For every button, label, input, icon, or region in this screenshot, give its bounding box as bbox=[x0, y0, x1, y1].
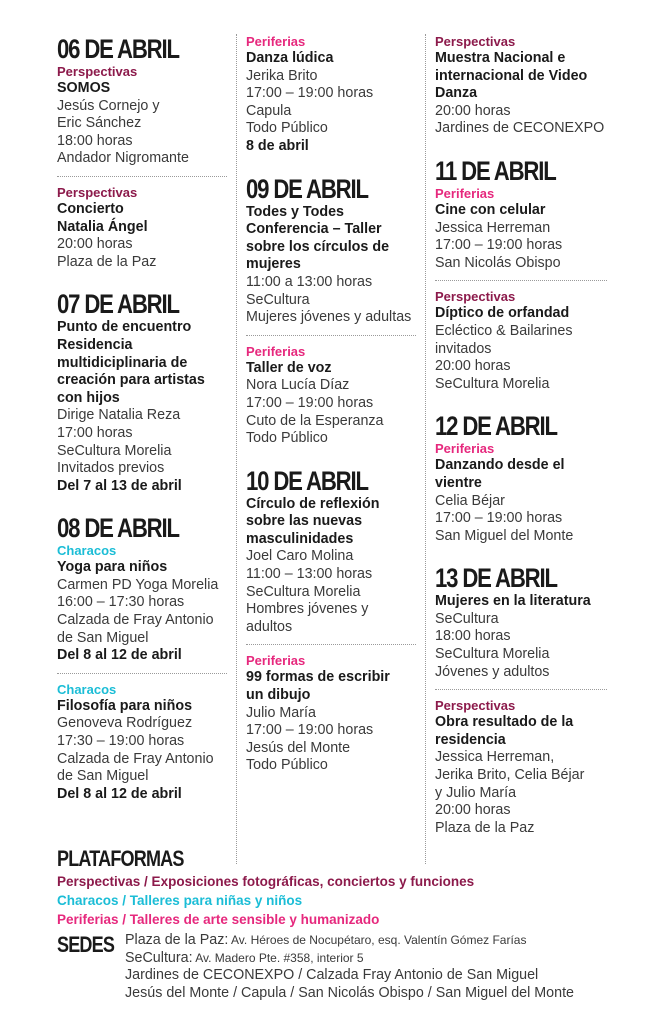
event-detail: San Miguel del Monte bbox=[435, 527, 574, 544]
category-label: Perspectivas bbox=[57, 64, 138, 79]
sede-name: SeCultura: bbox=[125, 949, 193, 966]
event-detail: 11:00 a 13:00 horas bbox=[246, 273, 373, 290]
event-detail: Mujeres jóvenes y adultas bbox=[246, 309, 412, 326]
event-detail: Julio María bbox=[246, 704, 316, 721]
event-detail: 17:00 horas bbox=[57, 424, 133, 441]
event-detail: Carmen PD Yoga Morelia bbox=[57, 576, 219, 593]
event-title: Taller de voz bbox=[246, 359, 332, 376]
event-detail: Jóvenes y adultos bbox=[435, 663, 550, 680]
dotted-separator bbox=[57, 176, 227, 177]
event-detail: 17:00 – 19:00 horas bbox=[246, 394, 374, 411]
event-title: Punto de encuentro bbox=[57, 319, 192, 336]
event-date-range: 8 de abril bbox=[246, 137, 309, 154]
event-detail: Plaza de la Paz bbox=[435, 819, 535, 836]
event-title: Obra resultado de la bbox=[435, 714, 574, 731]
event-title: Concierto bbox=[57, 200, 124, 217]
event-title: sobre los círculos de bbox=[246, 238, 390, 255]
event-mujeres-literatura bbox=[435, 593, 607, 681]
event-detail: 20:00 horas bbox=[435, 102, 511, 119]
event-detail: Jessica Herreman, bbox=[435, 749, 555, 766]
event-detail: 17:30 – 19:00 horas bbox=[57, 733, 185, 750]
event-danza-ludica bbox=[246, 34, 416, 156]
event-detail: Genoveva Rodríguez bbox=[57, 715, 193, 732]
event-detail: Invitados previos bbox=[57, 460, 165, 477]
event-detail: Cuto de la Esperanza bbox=[246, 412, 384, 429]
category-label: Perspectivas bbox=[57, 184, 138, 200]
event-detail: Jessica Herreman bbox=[435, 219, 551, 236]
event-circulo-reflexion bbox=[246, 496, 416, 637]
event-title: Yoga para niños bbox=[57, 559, 168, 576]
event-title: Todes y Todes bbox=[246, 203, 344, 220]
event-detail: Jerika Brito, Celia Béjar bbox=[435, 767, 585, 784]
column-divider bbox=[236, 34, 237, 864]
event-detail: y Julio María bbox=[435, 784, 517, 801]
dotted-separator bbox=[435, 280, 607, 281]
category-label: Periferias bbox=[246, 343, 306, 359]
plataforma-perspectivas: Perspectivas / Exposiciones fotográficas, conciertos y funciones bbox=[57, 874, 475, 889]
event-concierto bbox=[57, 185, 227, 271]
sede-address: Av. Héroes de Nocupétaro, esq. Valentín Gómez Farías bbox=[228, 933, 527, 947]
event-detail: 17:00 – 19:00 horas bbox=[435, 510, 563, 527]
date-heading: 06 DE ABRIL bbox=[57, 34, 179, 64]
event-title: con hijos bbox=[57, 389, 120, 406]
date-heading: 10 DE ABRIL bbox=[246, 465, 368, 496]
event-detail: SeCultura bbox=[435, 610, 499, 627]
plataforma-characos: Characos / Talleres para niñas y niños bbox=[57, 893, 303, 908]
event-detail: San Nicolás Obispo bbox=[435, 254, 561, 271]
event-muestra-video bbox=[435, 34, 607, 138]
event-somos bbox=[57, 64, 227, 168]
sede-address: Av. Madero Pte. #358, interior 5 bbox=[192, 950, 364, 965]
event-title: multidiciplinaria de bbox=[57, 354, 188, 371]
event-detail: Plaza de la Paz bbox=[57, 253, 157, 270]
event-detail: Calzada de Fray Antonio bbox=[57, 612, 214, 629]
event-title: Danza lúdica bbox=[246, 50, 334, 66]
dotted-separator bbox=[57, 673, 227, 674]
event-danzando-vientre bbox=[435, 441, 607, 545]
date-heading: 08 DE ABRIL bbox=[57, 513, 179, 544]
event-detail: Joel Caro Molina bbox=[246, 548, 354, 565]
sede-ceconexpo: Jardines de CECONEXPO / Calzada Fray Antonio de San Miguel bbox=[125, 967, 539, 984]
event-taller-voz bbox=[246, 344, 416, 448]
event-title: Natalia Ángel bbox=[57, 218, 148, 235]
event-detail: 20:00 horas bbox=[435, 802, 511, 819]
event-detail: SeCultura Morelia bbox=[435, 375, 550, 392]
event-detail: SeCultura Morelia bbox=[57, 442, 172, 459]
event-residencia bbox=[57, 319, 227, 495]
event-obra-residencia bbox=[435, 698, 607, 837]
event-detail: Calzada de Fray Antonio bbox=[57, 750, 214, 767]
category-label: Periferias bbox=[435, 185, 495, 201]
event-cine-celular bbox=[435, 186, 607, 272]
event-title: creación para artistas bbox=[57, 372, 205, 389]
program-column-1 bbox=[57, 34, 227, 803]
event-detail: SeCultura bbox=[246, 291, 310, 308]
category-label: Periferias bbox=[246, 653, 306, 669]
event-detail: Ecléctico & Bailarines bbox=[435, 322, 573, 339]
event-title: Danza bbox=[435, 85, 478, 102]
event-filosofia bbox=[57, 682, 227, 804]
date-heading: 13 DE ABRIL bbox=[435, 563, 557, 594]
event-title: residencia bbox=[435, 731, 506, 748]
event-diptico bbox=[435, 289, 607, 393]
event-title: Filosofía para niños bbox=[57, 697, 193, 714]
event-todes bbox=[246, 204, 416, 327]
event-detail: 16:00 – 17:30 horas bbox=[57, 594, 185, 611]
event-detail: Dirige Natalia Reza bbox=[57, 407, 181, 424]
plataformas-heading: PLATAFORMAS bbox=[57, 846, 184, 871]
event-title: internacional de Video bbox=[435, 67, 588, 84]
event-detail: Celia Béjar bbox=[435, 492, 505, 509]
date-heading: 11 DE ABRIL bbox=[435, 155, 556, 186]
event-yoga bbox=[57, 543, 227, 665]
event-detail: 18:00 horas bbox=[435, 628, 511, 645]
event-detail: 11:00 – 13:00 horas bbox=[246, 566, 373, 583]
event-detail: SeCultura Morelia bbox=[435, 646, 550, 663]
event-99-formas bbox=[246, 653, 416, 775]
event-title: Conferencia – Taller bbox=[246, 221, 382, 238]
sede-plaza-de-la-paz bbox=[125, 932, 662, 950]
plataforma-periferias: Periferias / Talleres de arte sensible y humanizado bbox=[57, 912, 380, 927]
event-detail: Todo Público bbox=[246, 120, 328, 137]
event-detail: Eric Sánchez bbox=[57, 115, 142, 132]
event-detail: adultos bbox=[246, 618, 293, 635]
dotted-separator bbox=[246, 335, 416, 336]
event-detail: 20:00 horas bbox=[435, 358, 511, 375]
event-detail: 17:00 – 19:00 horas bbox=[435, 237, 563, 254]
date-heading: 12 DE ABRIL bbox=[435, 411, 557, 442]
event-title: mujeres bbox=[246, 256, 301, 273]
sede-name: Plaza de la Paz: bbox=[125, 932, 229, 948]
category-label: Characos bbox=[57, 681, 117, 697]
event-title: Mujeres en la literatura bbox=[435, 593, 591, 610]
event-title: un dibujo bbox=[246, 687, 311, 704]
category-label: Perspectivas bbox=[435, 289, 516, 305]
event-detail: de San Miguel bbox=[57, 768, 149, 785]
event-detail: Jesús Cornejo y bbox=[57, 97, 160, 114]
category-label: Periferias bbox=[246, 34, 306, 49]
category-label: Characos bbox=[57, 543, 117, 559]
event-title: Muestra Nacional e bbox=[435, 50, 566, 66]
event-title: 99 formas de escribir bbox=[246, 669, 390, 686]
event-detail: Jardines de CECONEXPO bbox=[435, 120, 605, 137]
event-title: sobre las nuevas bbox=[246, 513, 363, 530]
event-detail: 20:00 horas bbox=[57, 236, 133, 253]
sedes-list bbox=[125, 932, 662, 1002]
event-title: Danzando desde el bbox=[435, 457, 565, 474]
sede-secultura bbox=[125, 950, 662, 968]
event-detail: de San Miguel bbox=[57, 629, 149, 646]
program-column-3 bbox=[435, 34, 607, 837]
date-heading: 09 DE ABRIL bbox=[246, 173, 368, 204]
event-detail: SeCultura Morelia bbox=[246, 583, 361, 600]
event-detail: Jesús del Monte bbox=[246, 739, 351, 756]
event-detail: 18:00 horas bbox=[57, 132, 133, 149]
category-label: Perspectivas bbox=[435, 698, 516, 714]
category-label: Periferias bbox=[435, 441, 495, 457]
event-detail: Todo Público bbox=[246, 430, 328, 447]
event-detail: Jerika Brito bbox=[246, 67, 318, 84]
event-title: vientre bbox=[435, 474, 482, 491]
event-detail: 17:00 – 19:00 horas bbox=[246, 722, 374, 739]
column-divider bbox=[425, 34, 426, 864]
sedes-heading: SEDES bbox=[57, 932, 115, 957]
event-detail: Nora Lucía Díaz bbox=[246, 377, 350, 394]
event-detail: Hombres jóvenes y bbox=[246, 601, 369, 618]
dotted-separator bbox=[246, 644, 416, 645]
event-title: Díptico de orfandad bbox=[435, 305, 570, 322]
event-title: masculinidades bbox=[246, 530, 354, 547]
sede-otros: Jesús del Monte / Capula / San Nicolás Obispo / San Miguel del Monte bbox=[125, 984, 575, 1001]
event-detail: Capula bbox=[246, 102, 292, 119]
plataformas-section bbox=[57, 846, 617, 929]
event-title: Círculo de reflexión bbox=[246, 495, 380, 512]
event-title: SOMOS bbox=[57, 80, 111, 96]
event-title: Cine con celular bbox=[435, 201, 546, 218]
dotted-separator bbox=[435, 689, 607, 690]
event-date-range: Del 8 al 12 de abril bbox=[57, 785, 182, 802]
event-detail: invitados bbox=[435, 340, 492, 357]
category-label: Perspectivas bbox=[435, 34, 516, 49]
event-date-range: Del 7 al 13 de abril bbox=[57, 477, 182, 494]
event-detail: Andador Nigromante bbox=[57, 150, 189, 167]
event-title: Residencia bbox=[57, 336, 133, 353]
event-detail: 17:00 – 19:00 horas bbox=[246, 85, 374, 102]
program-column-2 bbox=[246, 34, 416, 775]
event-date-range: Del 8 al 12 de abril bbox=[57, 647, 182, 664]
date-heading: 07 DE ABRIL bbox=[57, 289, 179, 320]
event-detail: Todo Público bbox=[246, 757, 328, 774]
